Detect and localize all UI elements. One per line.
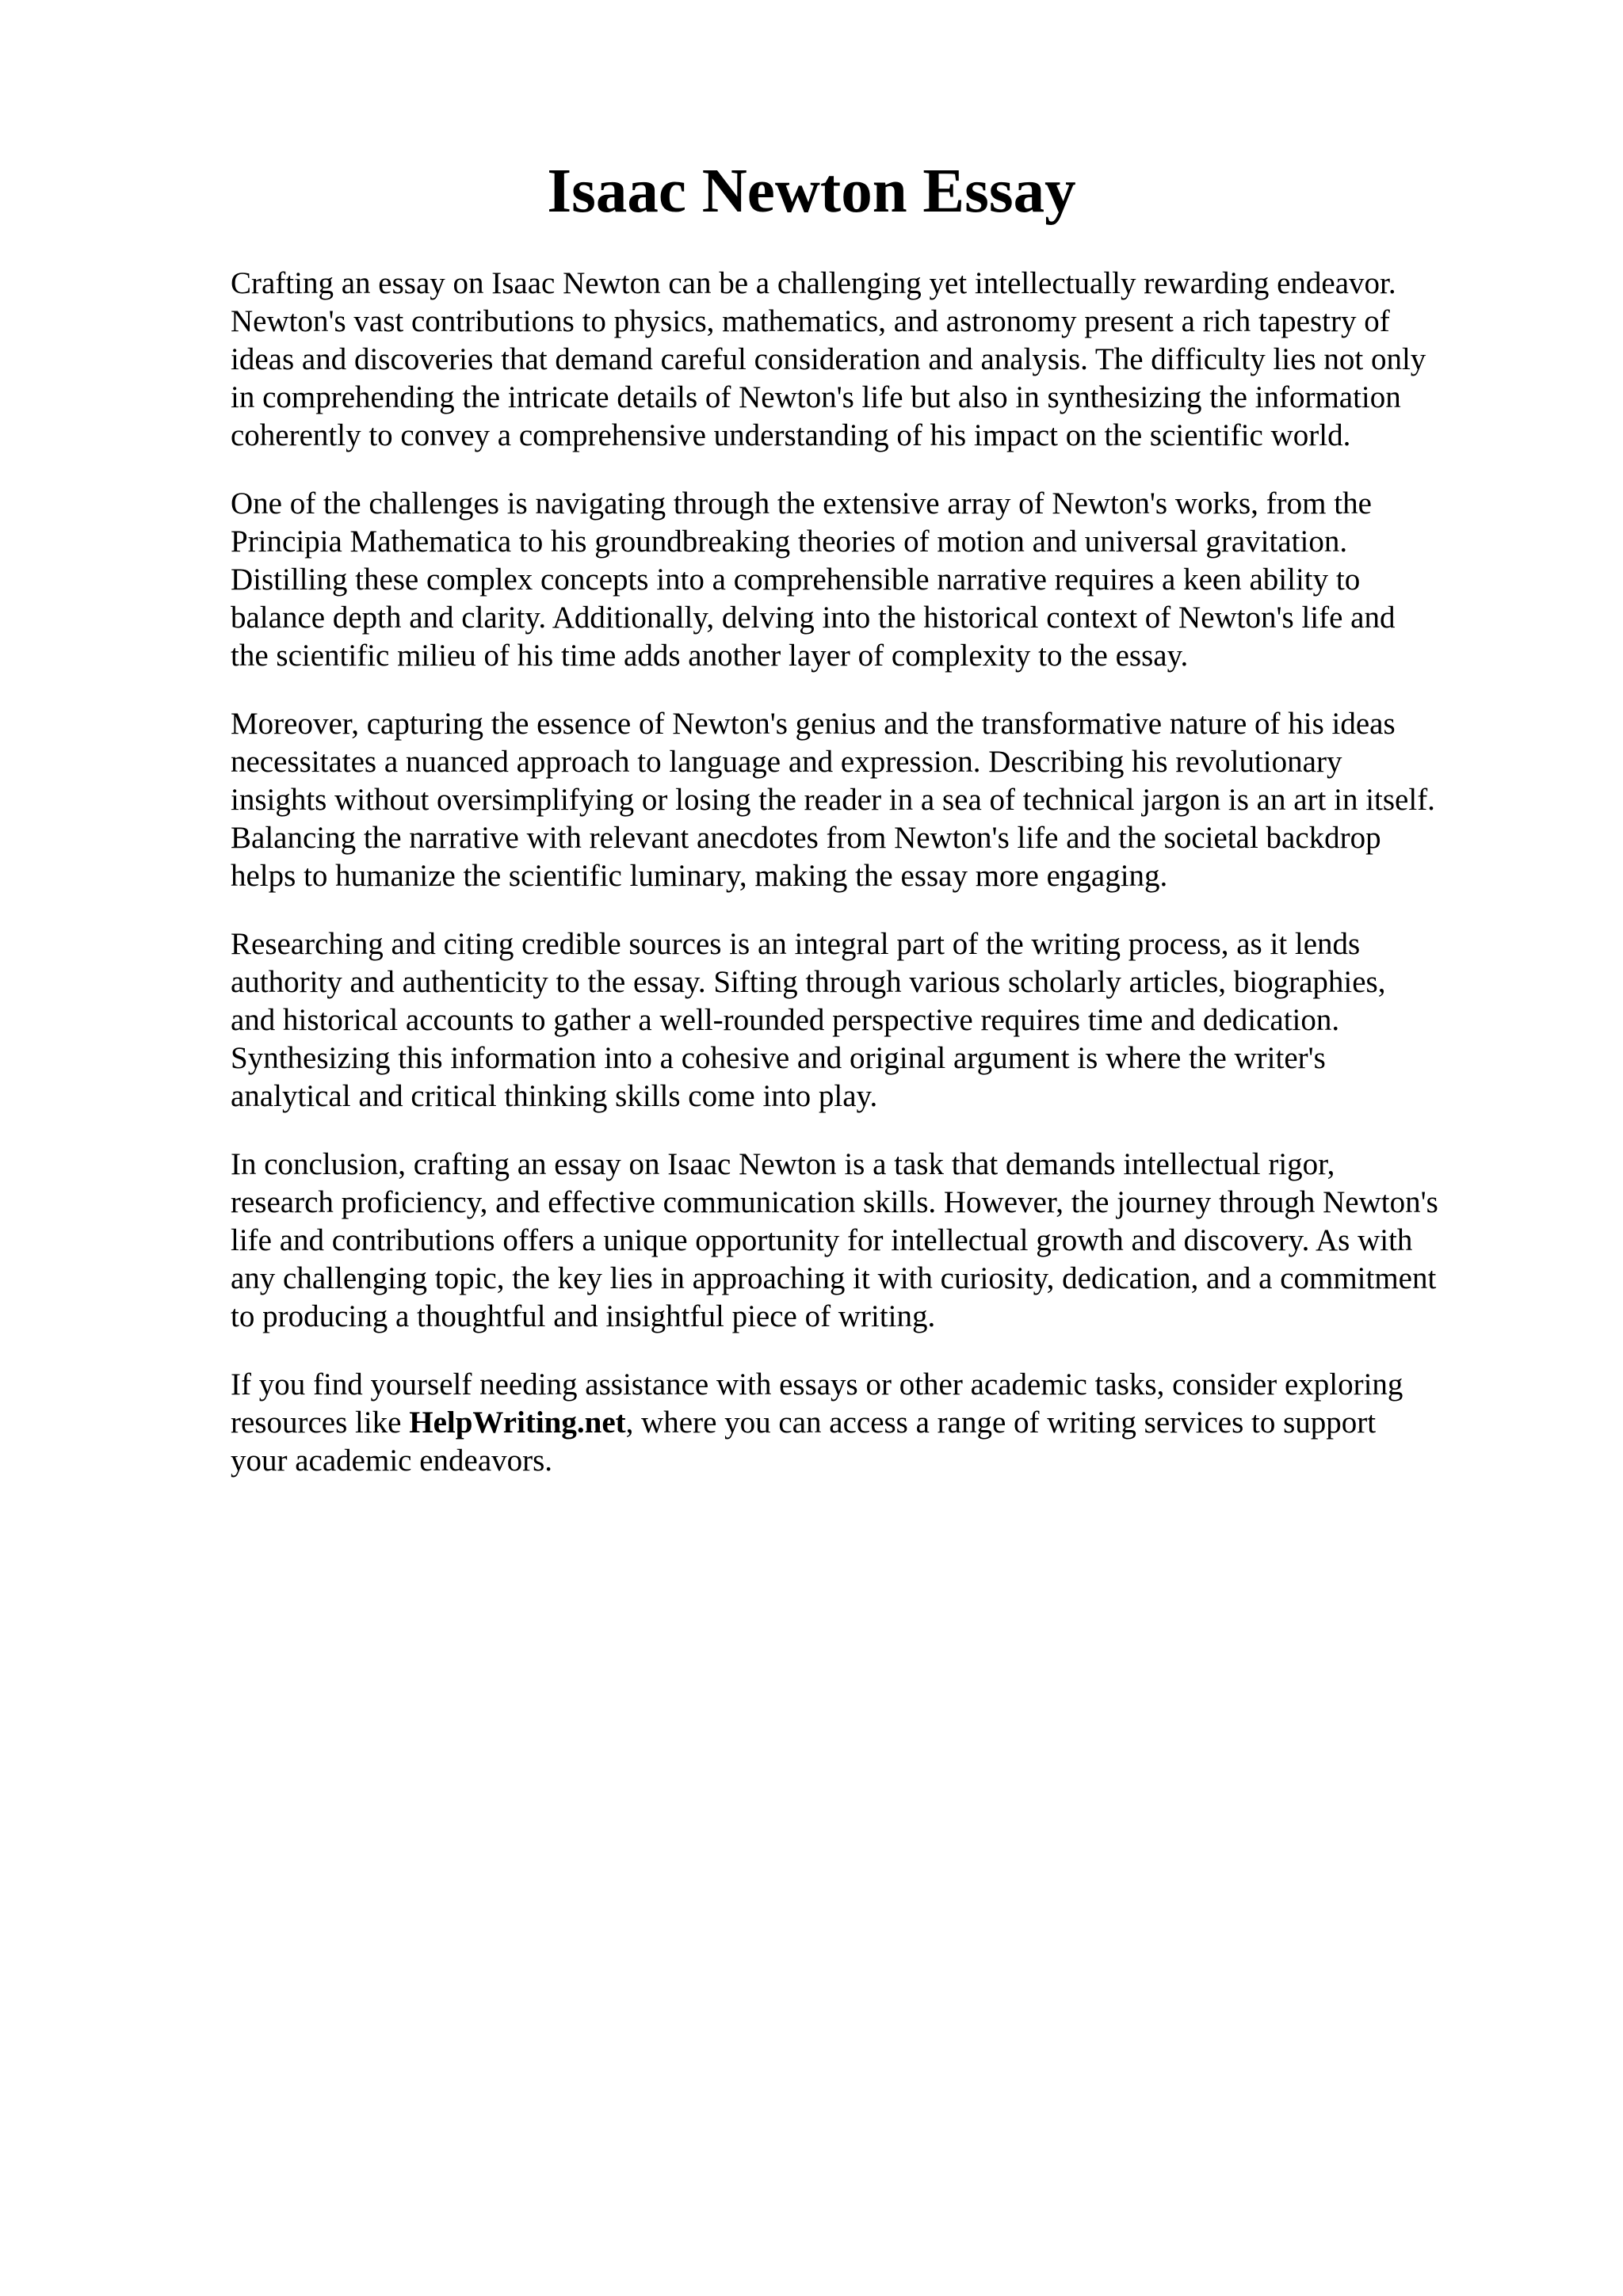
paragraph-line: balance depth and clarity. Additionally, delving into the historical context of Newton's life and — [231, 601, 1396, 635]
helpwriting-link[interactable]: HelpWriting.net — [409, 1405, 626, 1440]
closing-paragraph — [231, 1366, 1562, 1480]
paragraph-line: Balancing the narrative with relevant anecdotes from Newton's life and the societal backdrop — [231, 821, 1381, 855]
paragraph-line: Synthesizing this information into a cohesive and original argument is where the writer's — [231, 1041, 1326, 1075]
paragraph-1 — [231, 265, 1562, 455]
paragraph-line: In conclusion, crafting an essay on Isaac Newton is a task that demands intellectual rigor, — [231, 1147, 1335, 1181]
paragraph-line: necessitates a nuanced approach to language and expression. Describing his revolutionary — [231, 745, 1342, 779]
paragraph-line: the scientific milieu of his time adds another layer of complexity to the essay. — [231, 639, 1189, 673]
paragraph-line: your academic endeavors. — [231, 1444, 553, 1478]
paragraph-line: any challenging topic, the key lies in approaching it with curiosity, dedication, and a commitment — [231, 1261, 1437, 1295]
paragraph-line: helps to humanize the scientific luminary, making the essay more engaging. — [231, 859, 1168, 893]
paragraph-line: coherently to convey a comprehensive understanding of his impact on the scientific world. — [231, 418, 1351, 452]
paragraph-line: analytical and critical thinking skills come into play. — [231, 1079, 878, 1113]
paragraph-line: authority and authenticity to the essay. Sifting through various scholarly articles, biographies, — [231, 965, 1386, 999]
paragraph-line: Principia Mathematica to his groundbreaking theories of motion and universal gravitation. — [231, 524, 1348, 559]
page-title: Isaac Newton Essay — [547, 157, 1076, 226]
closing-text-after-link: , where you can access a range of writing services to support — [625, 1405, 1377, 1440]
paragraph-line: Newton's vast contributions to physics, mathematics, and astronomy present a rich tapestry of — [231, 304, 1390, 338]
paragraph-line: Moreover, capturing the essence of Newton's genius and the transformative nature of his ideas — [231, 707, 1396, 741]
paragraph-line: insights without oversimplifying or losing the reader in a sea of technical jargon is an art in itself. — [231, 783, 1435, 817]
paragraph-5 — [231, 1146, 1562, 1336]
paragraph-line: life and contributions offers a unique opportunity for intellectual growth and discovery. As with — [231, 1223, 1413, 1257]
paragraph-line: Distilling these complex concepts into a comprehensible narrative requires a keen ability to — [231, 563, 1361, 597]
paragraph-line — [231, 1404, 1562, 1442]
paragraph-line: Researching and citing credible sources is an integral part of the writing process, as it lends — [231, 927, 1361, 961]
paragraph-3 — [231, 705, 1562, 895]
paragraph-line: ideas and discoveries that demand careful consideration and analysis. The difficulty lies not only — [231, 342, 1426, 376]
paragraph-line: Crafting an essay on Isaac Newton can be a challenging yet intellectually rewarding endeavor. — [231, 266, 1396, 300]
paragraph-line: If you find yourself needing assistance with essays or other academic tasks, consider exploring — [231, 1367, 1403, 1402]
paragraph-2 — [231, 485, 1562, 675]
closing-text-before-link: resources like — [231, 1405, 410, 1440]
paragraph-line: to producing a thoughtful and insightful piece of writing. — [231, 1299, 936, 1333]
paragraph-line: research proficiency, and effective communication skills. However, the journey through Newton's — [231, 1185, 1438, 1219]
paragraph-line: in comprehending the intricate details of Newton's life but also in synthesizing the information — [231, 380, 1401, 414]
paragraph-line: One of the challenges is navigating through the extensive array of Newton's works, from the — [231, 486, 1372, 521]
paragraph-line: and historical accounts to gather a well-rounded perspective requires time and dedication. — [231, 1003, 1340, 1037]
essay-body — [231, 265, 1562, 1510]
paragraph-4 — [231, 925, 1562, 1116]
